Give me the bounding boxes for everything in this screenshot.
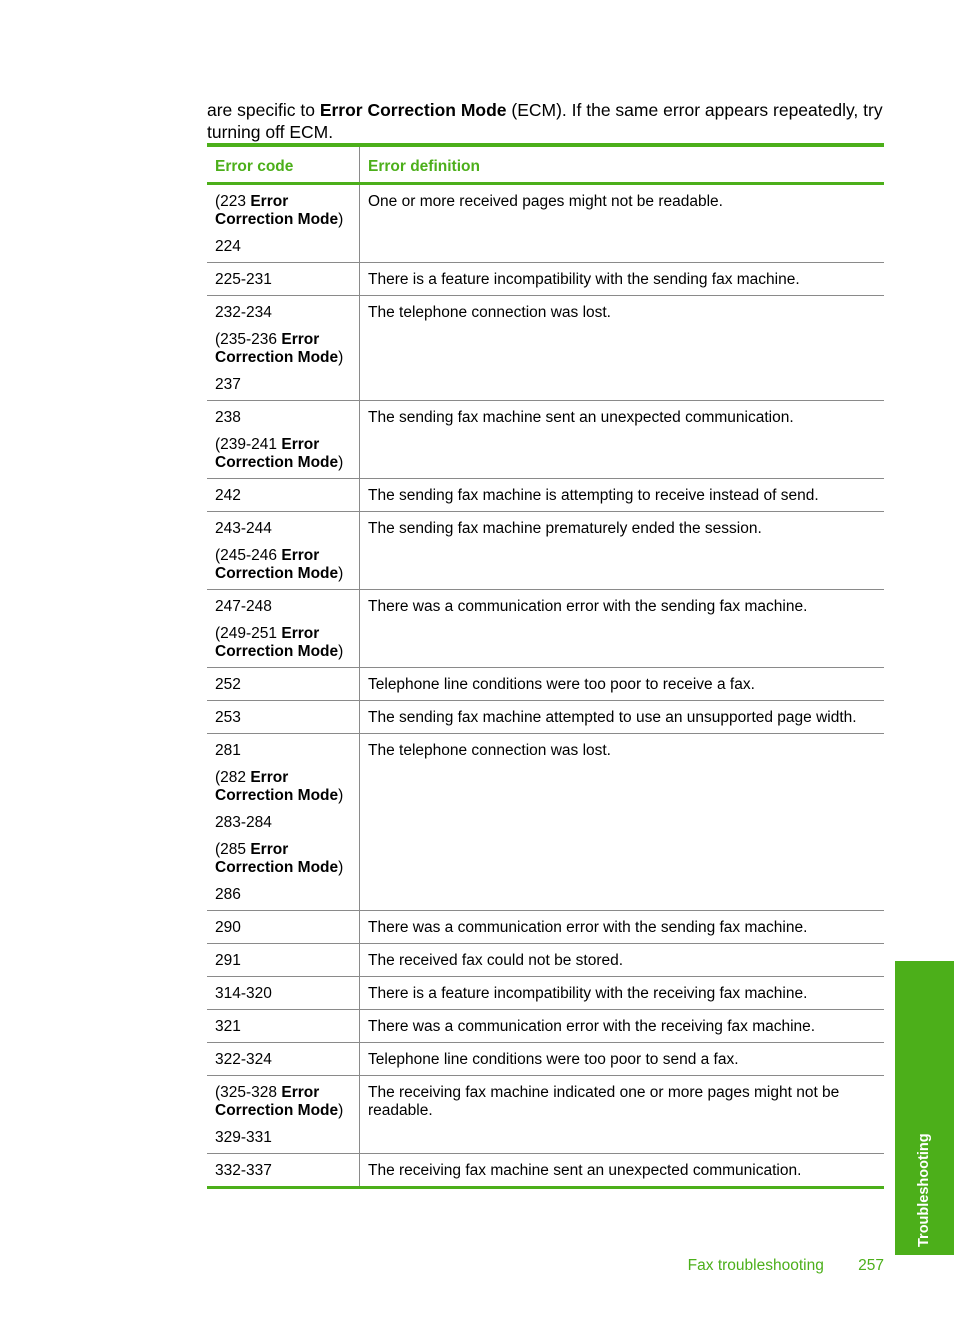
ecm-label: Error Correction Mode [215,769,339,804]
error-code-text: 242 [215,487,241,504]
table-row [207,1043,884,1076]
error-code-cell [207,944,360,977]
error-code-text: (245-246 [215,547,282,564]
error-code-line [215,1162,351,1180]
error-code-cell [207,1154,360,1188]
error-code-line [215,487,351,505]
error-code-line [215,547,351,583]
table-row [207,1154,884,1188]
error-code-text: 290 [215,919,241,936]
error-code-line [215,625,351,661]
error-code-text: 329-331 [215,1129,272,1146]
intro-pre: are specific to [207,99,320,120]
error-code-line [215,952,351,970]
error-code-cell [207,590,360,668]
intro-bold: Error Correction Mode [319,99,507,120]
table-row [207,1010,884,1043]
error-code-line [215,331,351,367]
error-code-line [215,676,351,694]
table-row [207,911,884,944]
error-code-suffix: ) [338,1102,344,1119]
table-header-row [207,145,884,184]
error-code-text: (239-241 [215,436,282,453]
error-code-line [215,376,351,394]
error-code-cell [207,668,360,701]
footer-section-title: Fax troubleshooting [687,1257,824,1274]
error-code-cell [207,263,360,296]
table-row [207,512,884,590]
table-row [207,184,884,263]
ecm-label: Error Correction Mode [215,331,339,366]
intro-paragraph [207,99,887,143]
error-code-cell [207,401,360,479]
error-code-cell [207,1076,360,1154]
error-code-text: 291 [215,952,241,969]
error-code-text: 238 [215,409,241,426]
ecm-label: Error Correction Mode [215,841,339,876]
error-definition-cell: One or more received pages might not be readable. [360,184,885,263]
error-definition-cell: There was a communication error with the sending fax machine. [360,911,885,944]
error-definition-cell: There was a communication error with the sending fax machine. [360,590,885,668]
error-code-suffix: ) [338,565,344,582]
error-code-cell [207,296,360,401]
error-definition-cell: The sending fax machine sent an unexpected communication. [360,401,885,479]
error-code-line [215,769,351,805]
error-definition-cell: There is a feature incompatibility with the receiving fax machine. [360,977,885,1010]
error-code-text: (223 [215,193,251,210]
error-code-text: 243-244 [215,520,272,537]
error-definition-cell: There is a feature incompatibility with the sending fax machine. [360,263,885,296]
error-code-text: 237 [215,376,241,393]
error-code-cell [207,1043,360,1076]
error-code-line [215,409,351,427]
error-code-line [215,709,351,727]
error-code-text: 283-284 [215,814,272,831]
error-definition-cell: The receiving fax machine indicated one or more pages might not be readable. [360,1076,885,1154]
error-definition-cell: The sending fax machine is attempting to receive instead of send. [360,479,885,512]
error-code-line [215,193,351,229]
error-code-suffix: ) [338,211,344,228]
error-code-text: 286 [215,886,241,903]
page-footer [688,1257,884,1275]
table-row [207,701,884,734]
ecm-label: Error Correction Mode [215,547,339,582]
table-row [207,668,884,701]
error-code-line [215,598,351,616]
error-code-line [215,520,351,538]
error-code-text: 314-320 [215,985,272,1002]
table-row [207,590,884,668]
page-number: 257 [858,1257,884,1274]
side-tab-label: Troubleshooting [915,1133,932,1247]
error-code-line [215,1084,351,1120]
error-code-suffix: ) [338,859,344,876]
error-code-line [215,1018,351,1036]
error-code-line [215,919,351,937]
error-code-line [215,1051,351,1069]
error-code-line [215,886,351,904]
error-definition-cell: The sending fax machine attempted to use an unsupported page width. [360,701,885,734]
table-row [207,1076,884,1154]
error-code-line [215,985,351,1003]
error-code-suffix: ) [338,643,344,660]
section-side-tab [895,961,954,1255]
intro-post: (ECM). If the same error appears repeatedly, try turning off ECM. [207,99,883,142]
header-error-code: Error code [207,145,360,184]
error-code-suffix: ) [338,787,344,804]
table-row [207,734,884,911]
ecm-label: Error Correction Mode [215,1084,339,1119]
error-code-text: 247-248 [215,598,272,615]
table-row [207,944,884,977]
error-code-text: 281 [215,742,241,759]
error-definition-cell: Telephone line conditions were too poor to send a fax. [360,1043,885,1076]
error-code-text: (249-251 [215,625,282,642]
error-code-cell [207,512,360,590]
error-definition-cell: The telephone connection was lost. [360,296,885,401]
table-row [207,977,884,1010]
error-code-text: 225-231 [215,271,272,288]
table-row [207,263,884,296]
error-code-cell [207,701,360,734]
error-code-line [215,742,351,760]
error-definition-cell: The receiving fax machine sent an unexpected communication. [360,1154,885,1188]
ecm-label: Error Correction Mode [215,193,339,228]
error-code-cell [207,184,360,263]
error-code-text: (285 [215,841,251,858]
error-code-suffix: ) [338,454,344,471]
error-code-text: 252 [215,676,241,693]
table-body [207,184,884,1188]
error-definition-cell: The telephone connection was lost. [360,734,885,911]
error-code-line [215,436,351,472]
ecm-label: Error Correction Mode [215,625,339,660]
error-code-text: 322-324 [215,1051,272,1068]
error-code-text: (235-236 [215,331,282,348]
error-code-cell [207,479,360,512]
ecm-label: Error Correction Mode [215,436,339,471]
error-code-text: (325-328 [215,1084,282,1101]
error-definition-cell: There was a communication error with the receiving fax machine. [360,1010,885,1043]
error-code-cell [207,911,360,944]
header-error-definition: Error definition [360,145,885,184]
error-code-line [215,814,351,832]
error-definition-cell: The received fax could not be stored. [360,944,885,977]
error-code-line [215,271,351,289]
error-code-text: 253 [215,709,241,726]
table-row [207,296,884,401]
error-code-text: 232-234 [215,304,272,321]
error-code-line [215,1129,351,1147]
error-code-cell [207,1010,360,1043]
error-code-table [207,143,884,1189]
error-definition-cell: The sending fax machine prematurely ended the session. [360,512,885,590]
error-code-line [215,238,351,256]
error-code-text: 332-337 [215,1162,272,1179]
error-code-text: (282 [215,769,251,786]
error-code-cell [207,734,360,911]
error-code-cell [207,977,360,1010]
error-code-line [215,841,351,877]
error-code-text: 321 [215,1018,241,1035]
error-definition-cell: Telephone line conditions were too poor to receive a fax. [360,668,885,701]
error-code-line [215,304,351,322]
table-row [207,401,884,479]
table-row [207,479,884,512]
error-code-text: 224 [215,238,241,255]
error-code-suffix: ) [338,349,344,366]
